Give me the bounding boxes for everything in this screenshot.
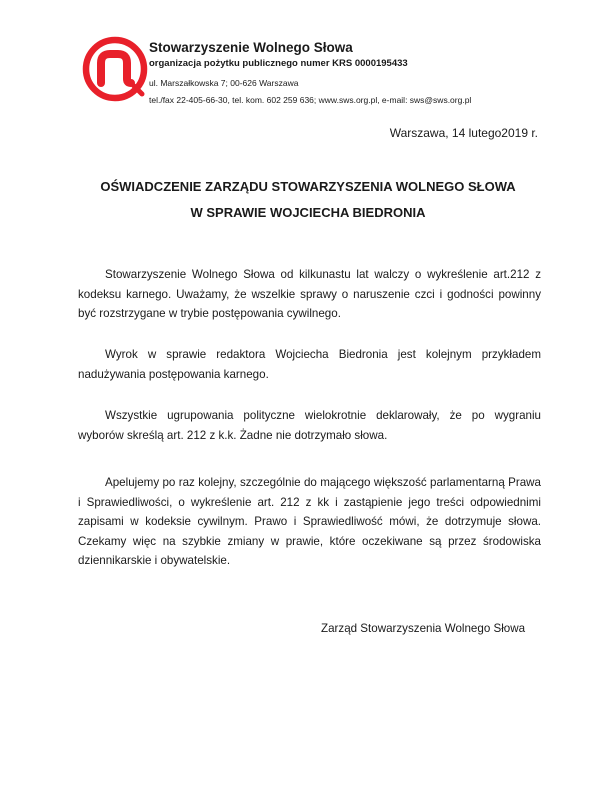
sws-logo-icon (82, 36, 148, 102)
date-line: Warszawa, 14 lutego2019 r. (389, 126, 538, 140)
body-paragraph-3: Wszystkie ugrupowania polityczne wielokrotnie deklarowały, że po wygraniu wyborów skreślą art. 212 z k.k. Żadne nie dotrzymało słowa. (78, 409, 541, 442)
document-title-line-2: W SPRAWIE WOJCIECHA BIEDRONIA (190, 205, 426, 220)
body-paragraph-1: Stowarzyszenie Wolnego Słowa od kilkunastu lat walczy o wykreślenie art.212 z kodeksu karnego. Uważamy, że wszelkie sprawy o naruszenie czci i godności powinny być rozstrzygane w trybie postępowania cywilnego. (78, 268, 541, 320)
body-paragraph-4: Apelujemy po raz kolejny, szczególnie do mającego większość parlamentarną Prawa i Sprawiedliwości, o wykreślenie art. 212 z kk i zastąpienie jego treści odpowiednimi zapisami w kodeksie cywilnym. Prawo i Sprawiedliwość mówi, że dotrzymuje słowa. Czekamy więc na szybkie zmiany w prawie, które oczekiwane są przez środowiska dziennikarskie i obywatelskie. (78, 476, 541, 567)
org-subtitle: organizacja pożytku publicznego numer KRS 0000195433 (149, 58, 408, 69)
signature: Zarząd Stowarzyszenia Wolnego Słowa (321, 622, 526, 635)
org-name: Stowarzyszenie Wolnego Słowa (149, 40, 353, 55)
body-paragraph-2: Wyrok w sprawie redaktora Wojciecha Biedronia jest kolejnym przykładem nadużywania postępowania karnego. (78, 348, 541, 381)
org-address: ul. Marszałkowska 7; 00-626 Warszawa (149, 78, 299, 88)
org-contact: tel./fax 22-405-66-30, tel. kom. 602 259 636; www.sws.org.pl, e-mail: sws@sws.org.pl (149, 95, 472, 105)
document-title-line-1: OŚWIADCZENIE ZARZĄDU STOWARZYSZENIA WOLNEGO SŁOWA (100, 179, 516, 194)
